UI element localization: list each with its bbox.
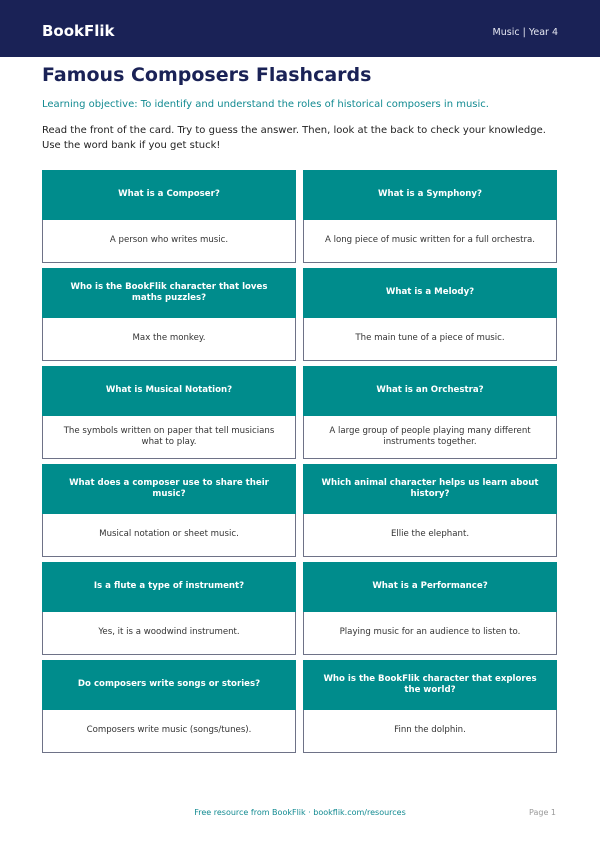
flashcard-front: Do composers write songs or stories? [42,660,296,710]
flashcard-front: What is Musical Notation? [42,366,296,416]
flashcard [303,268,557,361]
flashcard-row [42,562,557,655]
flashcard-row [42,366,557,459]
flashcard-front: What is a Composer? [42,170,296,220]
flashcard [42,366,296,459]
flashcard-row [42,268,557,361]
flashcard-back: A person who writes music. [42,220,296,263]
flashcard [303,660,557,753]
flashcard [42,170,296,263]
flashcard [42,660,296,753]
flashcard-front: Who is the BookFlik character that loves maths puzzles? [42,268,296,318]
flashcard [42,268,296,361]
flashcard [303,366,557,459]
flashcard-row [42,170,557,263]
learning-objective: Learning objective: To identify and understand the roles of historical composers in music. [42,99,489,110]
flashcard-back: The main tune of a piece of music. [303,318,557,361]
flashcard-back: A large group of people playing many different instruments together. [303,416,557,459]
flashcard-back: Playing music for an audience to listen to. [303,612,557,655]
page-header [0,0,600,57]
flashcard-front: What does a composer use to share their music? [42,464,296,514]
brand-logo-text[interactable]: BookFlik [42,22,115,40]
flashcard-front: What is a Performance? [303,562,557,612]
flashcard-front: What is an Orchestra? [303,366,557,416]
flashcard [303,170,557,263]
flashcard [42,464,296,557]
flashcard-back: Max the monkey. [42,318,296,361]
flashcard-front: What is a Melody? [303,268,557,318]
instructions-text: Read the front of the card. Try to guess the answer. Then, look at the back to check your knowledge. Use the word bank if you get stuck! [42,125,546,151]
flashcard-front: What is a Symphony? [303,170,557,220]
flashcard-back: Finn the dolphin. [303,710,557,753]
flashcard-back: Ellie the elephant. [303,514,557,557]
flashcard-row [42,660,557,753]
flashcard-row [42,464,557,557]
flashcard-front: Which animal character helps us learn about history? [303,464,557,514]
flashcard [303,562,557,655]
flashcard-back: Yes, it is a woodwind instrument. [42,612,296,655]
flashcard [303,464,557,557]
page-number: Page 1 [529,808,556,817]
flashcard-front: Who is the BookFlik character that explores the world? [303,660,557,710]
flashcard-grid [42,170,557,758]
page-title: Famous Composers Flashcards [42,64,372,86]
flashcard-back: Composers write music (songs/tunes). [42,710,296,753]
flashcard-back: A long piece of music written for a full orchestra. [303,220,557,263]
flashcard-back: Musical notation or sheet music. [42,514,296,557]
flashcard-front: Is a flute a type of instrument? [42,562,296,612]
subject-year-label: Music | Year 4 [492,27,558,38]
flashcard [42,562,296,655]
footer-resource-link[interactable]: Free resource from BookFlik · bookflik.com/resources [194,808,406,817]
flashcard-back: The symbols written on paper that tell musicians what to play. [42,416,296,459]
